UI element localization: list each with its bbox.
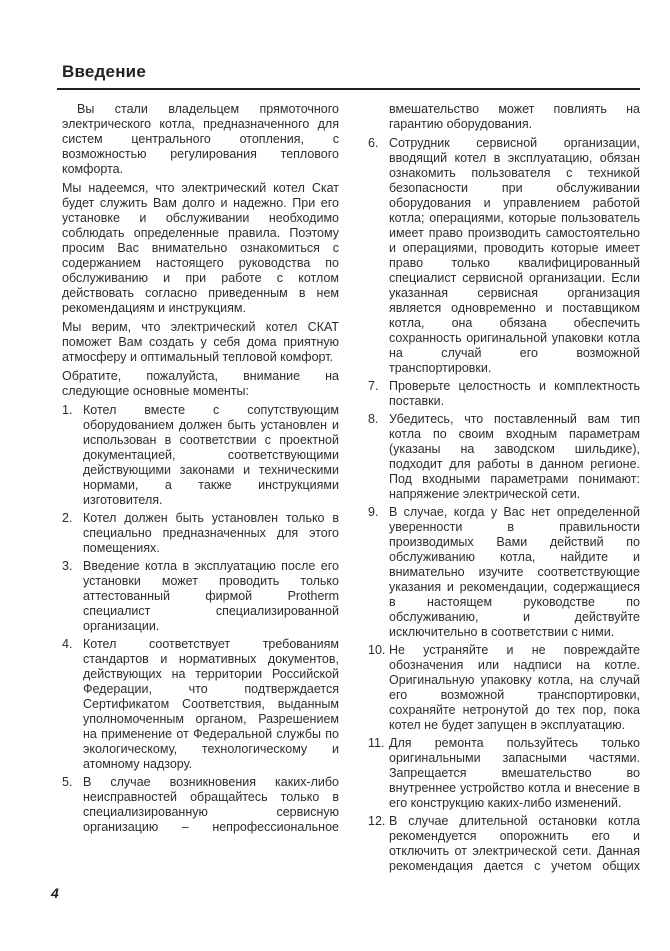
list-item [62, 559, 339, 634]
list-item [62, 511, 339, 556]
list-item [368, 379, 640, 409]
list-item [368, 643, 640, 733]
list-item-text: Убедитесь, что поставленный вам тип котла по своим входным параметрам (указаны на заводском шильдике), подходит для работы в данном регионе. Под входными параметрами понимают: напряжение электрической сети. [389, 412, 640, 501]
list-item-text: Введение котла в эксплуатацию после его установки может проводить только аттестованный фирмой Protherm специалист специализированной организации. [83, 559, 339, 633]
list-item-number: 2. [62, 511, 73, 525]
list-item-number: 6. [368, 136, 379, 150]
list-item [368, 736, 640, 811]
title-divider [57, 88, 640, 90]
right-column [368, 102, 640, 877]
list-item-number: 8. [368, 412, 379, 426]
text-columns [62, 102, 640, 877]
paragraph: Обратите, пожалуйста, внимание на следующие основные моменты: [62, 369, 339, 398]
list-item [368, 505, 640, 640]
list-item [62, 775, 339, 835]
list-item-text: Котел должен быть установлен только в специально предназначенных для этого помещениях. [83, 511, 339, 555]
list-item-number: 12. [368, 814, 386, 828]
list-item-text: В случае возникновения каких-либо неисправностей обращайтесь только в специализированную сервисную организацию – непрофессиональное [83, 775, 339, 834]
list-item-number: 1. [62, 403, 73, 417]
list-item [368, 814, 640, 874]
list-item-number: 7. [368, 379, 379, 393]
list-item-number: 5. [62, 775, 73, 789]
list-item [368, 412, 640, 502]
list-item [368, 136, 640, 376]
list-item-number: 9. [368, 505, 379, 519]
list-item-text: Котел вместе с сопутствующим оборудованием должен быть установлен и использован в соответствии с проектной документацией, соответствующими действующими законами и техническими нормами, а также инструкциями изготовителя. [83, 403, 339, 507]
list-item-text: Котел соответствует требованиям стандартов и нормативных документов, действующих на территории Российской Федерации, что подтверждается Сертификатом Соответствия, выданным уполномоченным органом, Разрешением на применение от Федеральной службы по экологическому, технологическому и атомному надзору. [83, 637, 339, 771]
list-item-number: 11. [368, 736, 385, 750]
paragraph: Мы верим, что электрический котел СКАТ поможет Вам создать у себя дома приятную атмосферу и оптимальный тепловой комфорт. [62, 320, 339, 364]
paragraph: Мы надеемся, что электрический котел Скат будет служить Вам долго и надежно. При его установке и обслуживании необходимо соблюдать определенные правила. Поэтому просим Вас внимательно ознакомиться с содержанием настоящего руководства по обслуживанию и при работе с котлом действовать согласно приведенным в нем рекомендациям и инструкциям. [62, 181, 339, 315]
list-item-text: В случае длительной остановки котла рекомендуется опорожнить его и отключить от электрической сети. Данная рекомендация дается с учетом общих [389, 814, 640, 873]
list-item-text: Проверьте целостность и комплектность поставки. [389, 379, 640, 408]
list-item-text: В случае, когда у Вас нет определенной уверенности в правильности производимых Вами действий по обслуживанию котла, найдите и внимательно изучите соответствующие указания и рекомендации, содержащиеся в настоящем руководстве по обслуживанию, и действуйте исключительно в соответствии с ними. [389, 505, 640, 639]
paragraph: Вы стали владельцем прямоточного электрического котла, предназначенного для систем центрального отопления, с возможностью регулирования теплового комфорта. [62, 102, 339, 176]
list-item-text: Сотрудник сервисной организации, вводящий котел в эксплуатацию, обязан ознакомить пользователя с техникой безопасности при обслуживании оборудования и управлением работой котла; операциями, которые пользователь имеет право производить самостоятельно и операциями, проводить которые имеет право только квалифицированный специалист сервисной организации. Если указанная сервисная организация является одновременно и поставщиком котла, она обязана обеспечить сохранность оригинальной упаковки котла на случай его возможной транспортировки. [389, 136, 640, 375]
list-item-text: Не устраняйте и не повреждайте обозначения или надписи на котле. Оригинальную упаковку котла, на случай его возможной транспортировки, сохраняйте нетронутой до тех пор, пока котел не будет запущен в эксплуатацию. [389, 643, 640, 732]
list-item-text: Для ремонта пользуйтесь только оригинальными запасными частями. Запрещается вмешательство во внутреннее устройство котла и внесение в его конструкцию каких-либо изменений. [389, 736, 640, 810]
page-title: Введение [62, 62, 146, 81]
left-column [62, 102, 339, 877]
list-item [62, 403, 339, 508]
page-number: 4 [51, 885, 59, 901]
list-item-number: 4. [62, 637, 73, 651]
list-item-number: 3. [62, 559, 73, 573]
list-item [62, 637, 339, 772]
list-item-continuation: вмешательство может повлиять на гарантию оборудования. [389, 102, 640, 131]
list-item-number: 10. [368, 643, 386, 657]
